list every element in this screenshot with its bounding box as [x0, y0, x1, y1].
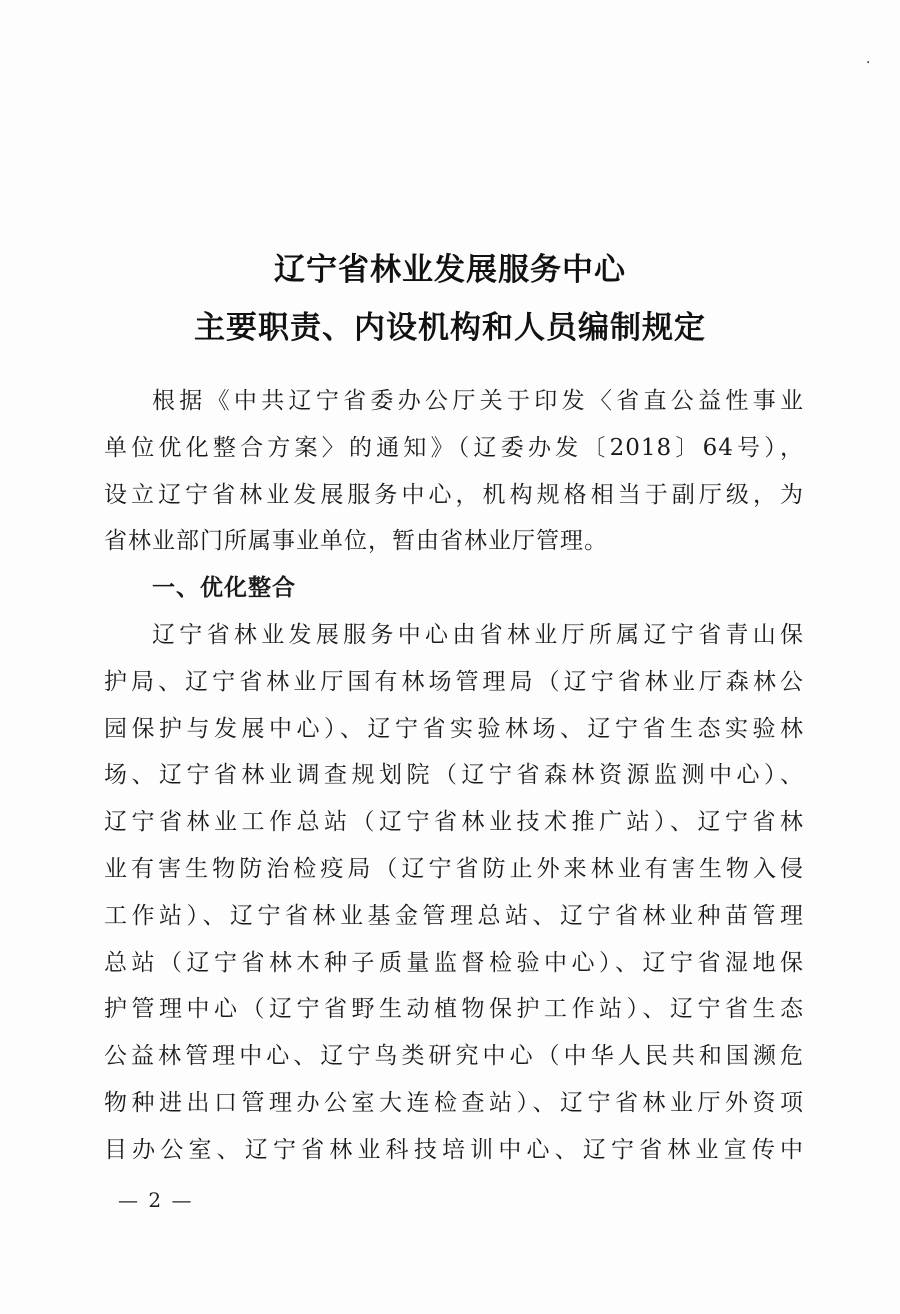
section-line-1: 辽宁省林业发展服务中心由省林业厅所属辽宁省青山保	[152, 621, 804, 648]
section-heading: 一、优化整合	[152, 575, 296, 602]
section-line-12: 目办公室、辽宁省林业科技培训中心、辽宁省林业宣传中	[104, 1136, 804, 1163]
section-line-4: 场、辽宁省林业调查规划院（辽宁省森林资源监测中心）、	[104, 762, 804, 789]
intro-line-2: 单位优化整合方案〉的通知》（辽委办发〔2018〕64号），	[104, 434, 804, 461]
section-line-8: 总站（辽宁省林木种子质量监督检验中心）、辽宁省湿地保	[104, 949, 804, 976]
page-number: — 2 —	[118, 1188, 194, 1212]
section-line-2: 护局、辽宁省林业厅国有林场管理局（辽宁省林业厅森林公	[104, 668, 804, 695]
document-title-line-1: 辽宁省林业发展服务中心	[274, 252, 626, 288]
section-line-5: 辽宁省林业工作总站（辽宁省林业技术推广站）、辽宁省林	[104, 809, 804, 836]
section-line-3: 园保护与发展中心）、辽宁省实验林场、辽宁省生态实验林	[104, 715, 804, 742]
section-line-11: 物种进出口管理办公室大连检查站）、辽宁省林业厅外资项	[104, 1089, 804, 1116]
section-line-6: 业有害生物防治检疫局（辽宁省防止外来林业有害生物入侵	[104, 855, 804, 882]
corner-mark: ·	[866, 55, 871, 71]
intro-line-4: 省林业部门所属事业单位，暂由省林业厅管理。	[104, 528, 608, 555]
section-line-7: 工作站）、辽宁省林业基金管理总站、辽宁省林业种苗管理	[104, 902, 804, 929]
intro-line-3: 设立辽宁省林业发展服务中心，机构规格相当于副厅级，为	[104, 481, 804, 508]
intro-line-1: 根据《中共辽宁省委办公厅关于印发〈省直公益性事业	[152, 388, 804, 414]
section-line-9: 护管理中心（辽宁省野生动植物保护工作站）、辽宁省生态	[104, 996, 804, 1023]
section-line-10: 公益林管理中心、辽宁鸟类研究中心（中华人民共和国濒危	[104, 1043, 804, 1070]
document-title-line-2: 主要职责、内设机构和人员编制规定	[194, 310, 706, 346]
document-body	[104, 378, 804, 1174]
